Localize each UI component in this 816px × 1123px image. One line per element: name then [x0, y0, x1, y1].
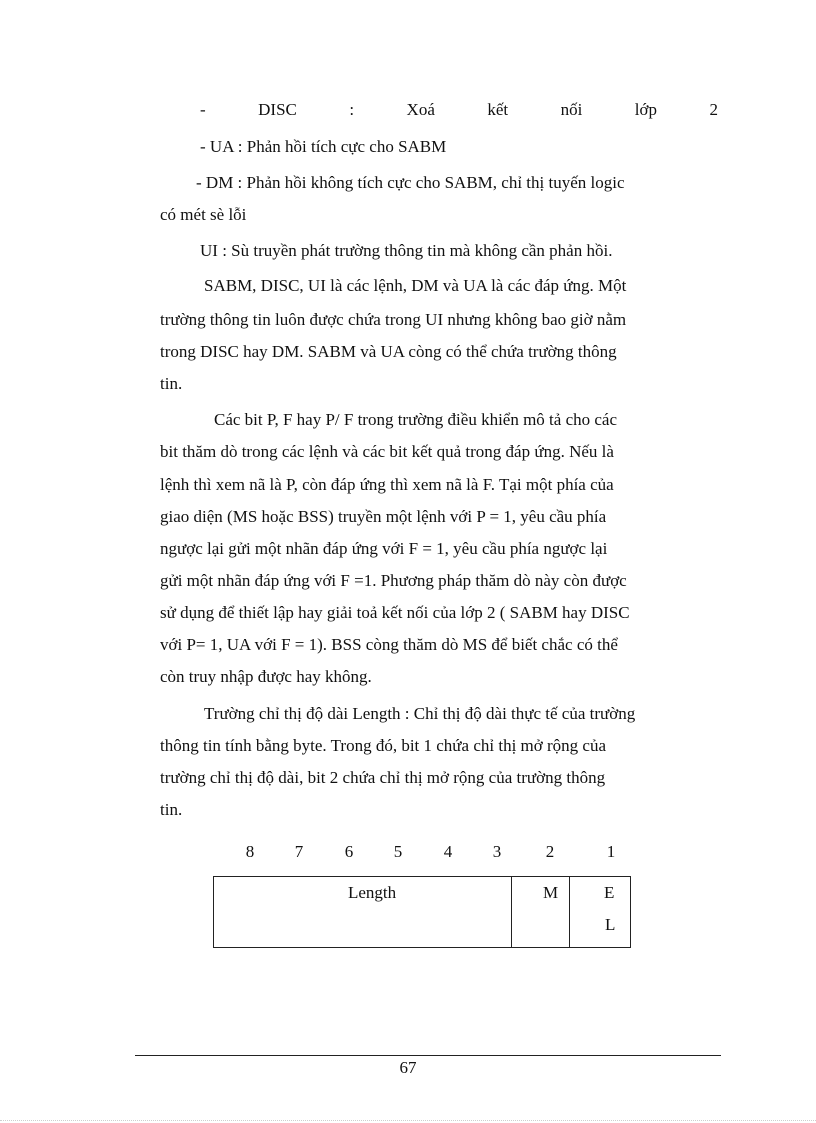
text-line: - UA : Phản hồi tích cực cho SABM — [200, 137, 447, 156]
bit-number-5: 5 — [393, 842, 403, 861]
text-line: trong DISC hay DM. SABM và UA còng có thể chứa trường thông — [160, 342, 617, 361]
bit-number-1: 1 — [606, 842, 616, 861]
page-number: 67 — [399, 1058, 417, 1077]
text-line-disc — [200, 99, 718, 121]
text-line: thông tin tính bằng byte. Trong đó, bit 1 chứa chỉ thị mở rộng của — [160, 736, 607, 755]
footer-divider — [135, 1055, 721, 1056]
text-line: giao diện (MS hoặc BSS) truyền một lệnh với P = 1, yêu cầu phía — [160, 507, 607, 526]
disc-word-6: lớp — [634, 100, 658, 119]
text-line: lệnh thì xem nã là P, còn đáp ứng thì xem nã là F. Tại một phía của — [160, 475, 614, 494]
bit-number-2: 2 — [545, 842, 555, 861]
text-line: bit thăm dò trong các lệnh và các bit kết quả trong đáp ứng. Nếu là — [160, 442, 614, 461]
disc-word-2: : — [349, 100, 355, 119]
table-divider — [511, 877, 512, 947]
disc-word-3: Xoá — [406, 100, 435, 119]
text-line: Trường chỉ thị độ dài Length : Chỉ thị độ dài thực tế của trường — [204, 704, 636, 723]
text-line: còn truy nhập được hay không. — [160, 667, 372, 686]
bit-number-3: 3 — [492, 842, 502, 861]
text-line: Các bit P, F hay P/ F trong trường điều khiển mô tả cho các — [214, 410, 618, 429]
disc-word-1: DISC — [258, 100, 297, 119]
text-line: tin. — [160, 800, 183, 819]
text-line: ngược lại gửi một nhãn đáp ứng với F = 1, yêu cầu phía ngược lại — [160, 539, 608, 558]
length-field-table — [213, 876, 631, 948]
bit-number-7: 7 — [294, 842, 304, 861]
text-line: - DM : Phản hồi không tích cực cho SABM, chỉ thị tuyến logic — [196, 173, 625, 192]
text-line: trường chỉ thị độ dài, bit 2 chứa chỉ thị mở rộng của trường thông — [160, 768, 606, 787]
bit-number-6: 6 — [344, 842, 354, 861]
text-line: trường thông tin luôn được chứa trong UI nhưng không bao giờ nằm — [160, 310, 627, 329]
bit-number-8: 8 — [245, 842, 255, 861]
text-line: tin. — [160, 374, 183, 393]
table-divider — [569, 877, 570, 947]
disc-word-4: kết — [487, 100, 509, 119]
text-line: có mét sè lỗi — [160, 205, 247, 224]
text-line: SABM, DISC, UI là các lệnh, DM và UA là các đáp ứng. Một — [204, 276, 627, 295]
page-edge-dotted-line — [0, 1120, 816, 1121]
bit-number-4: 4 — [443, 842, 453, 861]
m-bit-cell: M — [543, 883, 559, 902]
text-line: UI : Sù truyền phát trường thông tin mà không cần phản hồi. — [200, 241, 613, 260]
length-cell: Length — [348, 883, 397, 902]
text-line: với P= 1, UA với F = 1). BSS còng thăm dò MS để biết chắc có thể — [160, 635, 618, 654]
e-bit-cell: E — [604, 883, 615, 902]
text-line: sử dụng để thiết lập hay giải toả kết nối của lớp 2 ( SABM hay DISC — [160, 603, 630, 622]
disc-word-5: nối — [560, 100, 583, 119]
bullet-dash: - — [200, 100, 206, 119]
text-line: gửi một nhãn đáp ứng với F =1. Phương pháp thăm dò này còn được — [160, 571, 627, 590]
l-bit-cell: L — [605, 915, 616, 934]
disc-word-7: 2 — [709, 100, 718, 119]
